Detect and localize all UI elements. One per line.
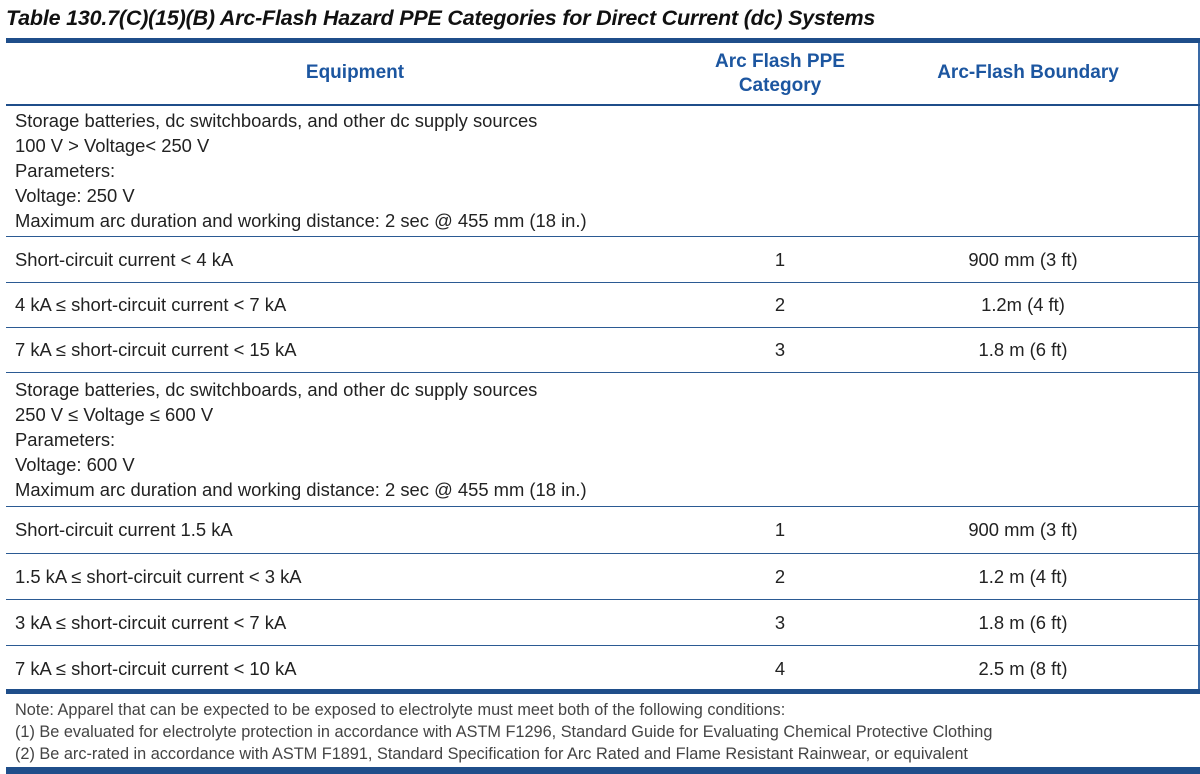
row-boundary: 900 mm (3 ft): [968, 519, 1078, 540]
row-equipment: 7 kA ≤ short-circuit current < 15 kA: [15, 339, 297, 360]
row-equipment: 3 kA ≤ short-circuit current < 7 kA: [15, 612, 287, 633]
group2-line: Voltage: 600 V: [15, 454, 135, 475]
note-line: (2) Be arc-rated in accordance with ASTM F1891, Standard Specification for Arc Rated and Flame Resistant Rainwear, or equivalent: [15, 745, 968, 763]
row-boundary: 1.8 m (6 ft): [978, 612, 1068, 633]
header-category-line1: Arc Flash PPE: [715, 51, 845, 72]
row-divider: [6, 372, 1200, 373]
row-category: 4: [774, 658, 786, 679]
row-equipment: 7 kA ≤ short-circuit current < 10 kA: [15, 658, 297, 679]
row-category: 3: [774, 612, 786, 633]
header-boundary: Arc-Flash Boundary: [937, 62, 1119, 83]
top-rule: [6, 38, 1200, 43]
group2-line: 250 V ≤ Voltage ≤ 600 V: [15, 404, 214, 425]
row-equipment: Short-circuit current 1.5 kA: [15, 519, 233, 540]
row-divider: [6, 236, 1200, 237]
row-category: 2: [774, 294, 786, 315]
group1-line: Maximum arc duration and working distance: 2 sec @ 455 mm (18 in.): [15, 210, 587, 231]
row-equipment: 1.5 kA ≤ short-circuit current < 3 kA: [15, 566, 302, 587]
row-boundary: 1.2m (4 ft): [981, 294, 1065, 315]
group2-line: Maximum arc duration and working distance: 2 sec @ 455 mm (18 in.): [15, 479, 587, 500]
row-equipment: 4 kA ≤ short-circuit current < 7 kA: [15, 294, 287, 315]
row-boundary: 1.2 m (4 ft): [978, 566, 1068, 587]
row-divider: [6, 506, 1200, 507]
row-boundary: 900 mm (3 ft): [968, 249, 1078, 270]
row-divider: [6, 645, 1200, 646]
group1-line: Voltage: 250 V: [15, 185, 135, 206]
row-category: 1: [774, 249, 786, 270]
row-boundary: 1.8 m (6 ft): [978, 339, 1068, 360]
row-boundary: 2.5 m (8 ft): [978, 658, 1068, 679]
row-divider: [6, 327, 1200, 328]
bottom-table-rule: [6, 689, 1200, 694]
group1-line: 100 V > Voltage< 250 V: [15, 135, 210, 156]
row-divider: [6, 599, 1200, 600]
group2-line: Storage batteries, dc switchboards, and other dc supply sources: [15, 379, 538, 400]
row-category: 3: [774, 339, 786, 360]
row-divider: [6, 282, 1200, 283]
header-category-line2: Category: [738, 75, 822, 96]
header-equipment: Equipment: [305, 62, 405, 83]
group2-line: Parameters:: [15, 429, 116, 450]
row-category: 1: [774, 519, 786, 540]
note-line: Note: Apparel that can be expected to be exposed to electrolyte must meet both of the following conditions:: [15, 701, 786, 719]
table-note: [15, 699, 992, 765]
group1-line: Storage batteries, dc switchboards, and other dc supply sources: [15, 110, 538, 131]
bottom-rule: [6, 767, 1200, 774]
row-equipment: Short-circuit current < 4 kA: [15, 249, 234, 270]
group1-line: Parameters:: [15, 160, 116, 181]
row-category: 2: [774, 566, 786, 587]
header-rule: [6, 104, 1200, 106]
note-line: (1) Be evaluated for electrolyte protection in accordance with ASTM F1296, Standard Guide for Evaluating Chemical Protective Clothing: [15, 723, 993, 741]
table-title: Table 130.7(C)(15)(B) Arc-Flash Hazard PPE Categories for Direct Current (dc) Systems: [6, 6, 876, 30]
row-divider: [6, 553, 1200, 554]
